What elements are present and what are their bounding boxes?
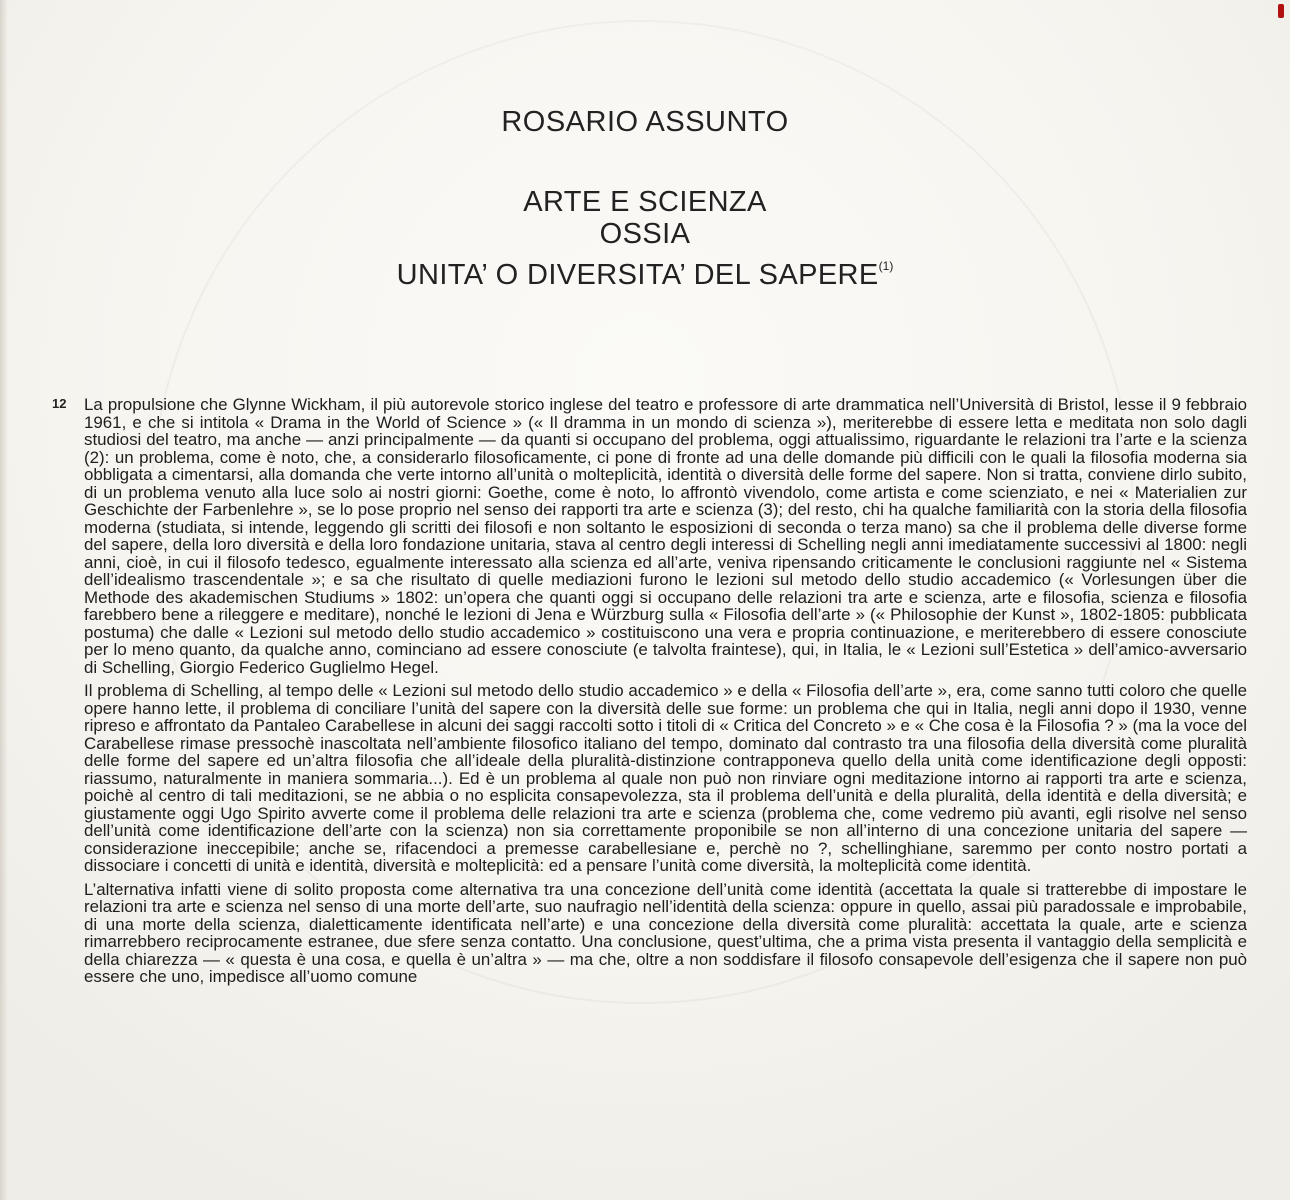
paragraph-1: La propulsione che Glynne Wickham, il più autorevole storico inglese del teatro e professore di arte drammatica nell’Università di Bristol, lesse il 9 febbraio 1961, e che si intitola « Drama in the World of Science » (« Il dramma in un mondo di scienza »), meriterebbe di essere letta e meditata non solo dagli studiosi del teatro, ma anche — anzi principalmente — da quanti si occupano del problema, oggi attualissimo, riguardante le relazioni tra l’arte e la scienza (2): un problema, come è noto, che, a considerarlo filosoficamente, ci pone di fronte ad una delle domande più difficili con le quali la filosofia moderna sia obbligata a cimentarsi, alla domanda che verte intorno all’unità o molteplicità, identità o diversità delle forme del sapere. Non si tratta, conviene dirlo subito, di un problema venuto alla luce solo ai nostri giorni: Goethe, come è noto, lo affrontò vivendolo, come artista e come scienziato, e nei « Materialien zur Geschichte der Farbenlehre », se lo pose proprio nel senso dei rapporti tra arte e scienza (3); del resto, chi ha qualche familiarità con la storia della filosofia moderna (studiata, si intende, leggendo gli scritti dei filosofi e non soltanto le esposizioni di seconda o terza mano) sa che il problema delle diverse forme del sapere, della loro diversità e della loro fondazione unitaria, stava al centro degli interessi di Schelling negli anni imediatamente successivi al 1800: negli anni, cioè, in cui il filosofo tedesco, egualmente interessato alla scienza ed all’arte, veniva ripensando criticamente le conclusioni raggiunte nel « Sistema dell’idealismo trascendentale »; e sa che risultato di quelle mediazioni furono le lezioni sul metodo dello studio accademico (« Vorlesungen über die Methode des akademischen Studiums » 1802: un’opera che quanti oggi si occupano delle relazioni tra arte e scienza, arte e filosofia, scienza e filosofia farebbero bene a rileggere e meditare), nonché le lezioni di Jena e Würzburg sulla « Filosofia dell’arte » (« Philosophie der Kunst », 1802-1805: pubblicata postuma) che dalle « Lezioni sul metodo dello studio accademico » costituiscono una vera e propria continuazione, e meriterebbero di essere conosciute per lo meno quanto, da qualche anno, cominciano ad essere conosciute (e talvolta fraintese), qui, in Italia, le « Lezioni sull’Estetica » dell’amico-avversario di Schelling, Giorgio Federico Guglielmo Hegel. <box>84 396 1247 677</box>
title-line-3-text: UNITA’ O DIVERSITA’ DEL SAPERE <box>396 259 879 291</box>
article-title <box>0 186 1290 291</box>
author-name: ROSARIO ASSUNTO <box>501 106 789 138</box>
title-line-1: ARTE E SCIENZA <box>523 186 767 218</box>
title-line-3 <box>0 250 1290 291</box>
paragraph-3: L’alternativa infatti viene di solito proposta come alternativa tra una concezione dell’unità come identità (accettata la quale si tratterebbe di impostare le relazioni tra arte e scienza nel senso di una morte dell’arte, suo naufragio nell’identità della scienza: oppure in quello, assai più paradossale e improbabile, di una morte della scienza, dialetticamente identificata nell’arte) e una concezione della diversità come pluralità: accettata la quale, arte e scienza rimarrebbero reciprocamente estranee, due sfere senza contatto. Una conclusione, quest’ultima, che a prima vista presenta il vantaggio della semplicità e della chiarezza — « questa è una cosa, e quella è un’altra » — ma che, oltre a non soddisfare il filosofo consapevole dell’esigenza che il sapere non può essere che uno, impedisce all’uomo comune <box>84 879 1247 986</box>
title-line-2: OSSIA <box>599 218 691 250</box>
page-number: 12 <box>52 396 67 411</box>
page-edge-shadow <box>0 0 8 1200</box>
article-body <box>84 396 1247 1186</box>
footnote-marker: (1) <box>878 259 894 273</box>
corner-mark <box>1278 4 1284 18</box>
paragraph-2: Il problema di Schelling, al tempo delle « Lezioni sul metodo dello studio accademico » e della « Filosofia dell’arte », era, come sanno tutti coloro che quelle opere hanno lette, il problema di conciliare l’unità del sapere con la diversità delle sue forme: un problema che qui in Italia, negli anni dopo il 1930, venne ripreso e affrontato da Pantaleo Carabellese in alcuni dei saggi raccolti sotto i titoli di « Critica del Concreto » e « Che cosa è la Filosofia ? » (ma la voce del Carabellese rimase pressochè inascoltata nell’ambiente filosofico italiano del tempo, dominato dal contrasto tra una filosofia della diversità come pluralità delle forme del sapere ed un’altra filosofia che all’ideale della pluralità-distinzione contrapponeva quello della unità come identificazione degli opposti: riassumo, naturalmente in maniera sommaria...). Ed è un problema al quale non può non rinviare ogni meditazione intorno ai rapporti tra arte e scienza, poichè al centro di tali meditazioni, se ne abbia o no esplicita consapevolezza, sta il problema dell’unità e della pluralità, della identità e della diversità; e giustamente oggi Ugo Spirito avverte come il problema delle relazioni tra arte e scienza (problema che, come vedremo più avanti, egli risolve nel senso dell’unità come identificazione dell’arte con la scienza) non sia correttamente proponibile se non all’interno di una concezione unitaria del sapere — considerazione ineccepibile; anche se, rifacendoci a premesse carabellesiane e, perchè no ?, schellinghiane, saremmo per conto nostro portati a dissociare i concetti di unità e identità, diversità e molteplicità: ed a pensare l’unità come diversità, la molteplicità come identità. <box>84 681 1247 875</box>
